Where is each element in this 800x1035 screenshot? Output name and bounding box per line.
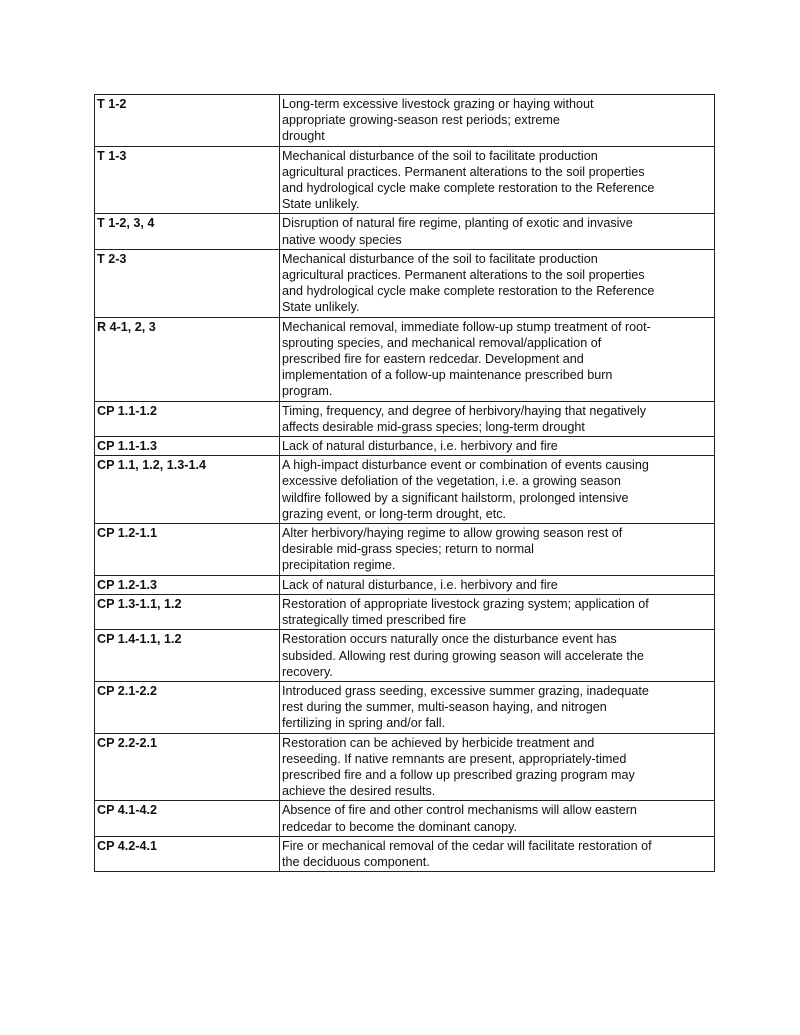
transition-code-cell: T 1-2, 3, 4 <box>95 214 280 249</box>
transition-description-cell <box>280 401 715 436</box>
transition-code-cell: R 4-1, 2, 3 <box>95 317 280 401</box>
transition-description-cell <box>280 95 715 147</box>
description-line: implementation of a follow-up maintenance prescribed burn <box>282 368 613 383</box>
table-row <box>95 317 715 401</box>
table-row <box>95 146 715 214</box>
description-line: Introduced grass seeding, excessive summer grazing, inadequate <box>282 683 649 698</box>
table-row <box>95 681 715 733</box>
transition-description-cell <box>280 437 715 456</box>
description-line: subsided. Allowing rest during growing season will accelerate the <box>282 648 644 663</box>
transition-code-cell: CP 1.3-1.1, 1.2 <box>95 594 280 629</box>
transition-code-cell: CP 2.1-2.2 <box>95 681 280 733</box>
transition-code-cell: CP 1.2-1.1 <box>95 524 280 576</box>
transition-description-cell <box>280 214 715 249</box>
transition-code-cell: T 1-3 <box>95 146 280 214</box>
description-line: Mechanical disturbance of the soil to facilitate production <box>282 148 598 163</box>
transition-code-cell: CP 2.2-2.1 <box>95 733 280 801</box>
transition-code-cell: CP 1.4-1.1, 1.2 <box>95 630 280 682</box>
table-row <box>95 594 715 629</box>
transition-code-cell: CP 1.2-1.3 <box>95 575 280 594</box>
transition-code-cell: CP 4.2-4.1 <box>95 836 280 871</box>
description-line: Timing, frequency, and degree of herbivory/haying that negatively <box>282 403 647 418</box>
transition-description-cell <box>280 801 715 836</box>
description-line: reseeding. If native remnants are present, appropriately-timed <box>282 751 627 766</box>
description-line: Lack of natural disturbance, i.e. herbivory and fire <box>282 439 558 454</box>
transition-description-cell <box>280 146 715 214</box>
description-line: strategically timed prescribed fire <box>282 613 467 628</box>
table-row <box>95 249 715 317</box>
table-row <box>95 733 715 801</box>
table-row <box>95 575 715 594</box>
description-line: sprouting species, and mechanical removal/application of <box>282 335 602 350</box>
transition-description-cell <box>280 317 715 401</box>
description-line: appropriate growing-season rest periods; extreme <box>282 113 560 128</box>
transition-table <box>94 94 715 872</box>
transition-description-cell <box>280 630 715 682</box>
transition-description-cell <box>280 249 715 317</box>
transition-description-cell <box>280 524 715 576</box>
table-row <box>95 836 715 871</box>
description-line: agricultural practices. Permanent alterations to the soil properties <box>282 164 645 179</box>
table-row <box>95 456 715 524</box>
transition-description-cell <box>280 594 715 629</box>
description-line: Fire or mechanical removal of the cedar will facilitate restoration of <box>282 838 652 853</box>
description-line: A high-impact disturbance event or combination of events causing <box>282 458 649 473</box>
transition-code-cell: CP 1.1-1.2 <box>95 401 280 436</box>
description-line: Disruption of natural fire regime, planting of exotic and invasive <box>282 216 633 231</box>
transition-description-cell <box>280 836 715 871</box>
description-line: affects desirable mid-grass species; long-term drought <box>282 419 585 434</box>
description-line: and hydrological cycle make complete restoration to the Reference <box>282 181 655 196</box>
description-line: and hydrological cycle make complete restoration to the Reference <box>282 284 655 299</box>
description-line: Lack of natural disturbance, i.e. herbivory and fire <box>282 577 558 592</box>
description-line: recovery. <box>282 664 333 679</box>
description-line: achieve the desired results. <box>282 784 436 799</box>
transition-table-body <box>95 95 715 872</box>
table-row <box>95 801 715 836</box>
transition-code-cell: T 2-3 <box>95 249 280 317</box>
description-line: drought <box>282 129 325 144</box>
table-row <box>95 630 715 682</box>
description-line: prescribed fire for eastern redcedar. Development and <box>282 352 584 367</box>
description-line: grazing event, or long-term drought, etc. <box>282 506 507 521</box>
description-line: wildfire followed by a significant hailstorm, prolonged intensive <box>282 490 629 505</box>
description-line: agricultural practices. Permanent alterations to the soil properties <box>282 268 645 283</box>
description-line: the deciduous component. <box>282 854 430 869</box>
description-line: precipitation regime. <box>282 558 396 573</box>
description-line: fertilizing in spring and/or fall. <box>282 716 446 731</box>
description-line: Restoration of appropriate livestock grazing system; application of <box>282 596 649 611</box>
table-row <box>95 95 715 147</box>
description-line: Long-term excessive livestock grazing or haying without <box>282 97 594 111</box>
description-line: program. <box>282 384 333 399</box>
description-line: Restoration occurs naturally once the disturbance event has <box>282 632 617 647</box>
transition-code-cell: CP 1.1-1.3 <box>95 437 280 456</box>
table-row <box>95 401 715 436</box>
description-line: Alter herbivory/haying regime to allow growing season rest of <box>282 526 623 541</box>
transition-code-cell: CP 4.1-4.2 <box>95 801 280 836</box>
description-line: redcedar to become the dominant canopy. <box>282 819 517 834</box>
description-line: Mechanical removal, immediate follow-up stump treatment of root- <box>282 319 651 334</box>
description-line: Absence of fire and other control mechanisms will allow eastern <box>282 803 637 818</box>
transition-description-cell <box>280 575 715 594</box>
description-line: prescribed fire and a follow up prescribed grazing program may <box>282 767 635 782</box>
transition-code-cell: T 1-2 <box>95 95 280 147</box>
transition-description-cell <box>280 456 715 524</box>
description-line: State unlikely. <box>282 197 360 212</box>
description-line: State unlikely. <box>282 300 360 315</box>
transition-description-cell <box>280 733 715 801</box>
table-row <box>95 524 715 576</box>
description-line: Mechanical disturbance of the soil to facilitate production <box>282 251 598 266</box>
transition-description-cell <box>280 681 715 733</box>
transition-code-cell: CP 1.1, 1.2, 1.3-1.4 <box>95 456 280 524</box>
description-line: native woody species <box>282 232 402 247</box>
description-line: Restoration can be achieved by herbicide treatment and <box>282 735 595 750</box>
description-line: excessive defoliation of the vegetation, i.e. a growing season <box>282 474 621 489</box>
table-row <box>95 214 715 249</box>
table-row <box>95 437 715 456</box>
description-line: rest during the summer, multi-season haying, and nitrogen <box>282 700 607 715</box>
description-line: desirable mid-grass species; return to normal <box>282 542 534 557</box>
